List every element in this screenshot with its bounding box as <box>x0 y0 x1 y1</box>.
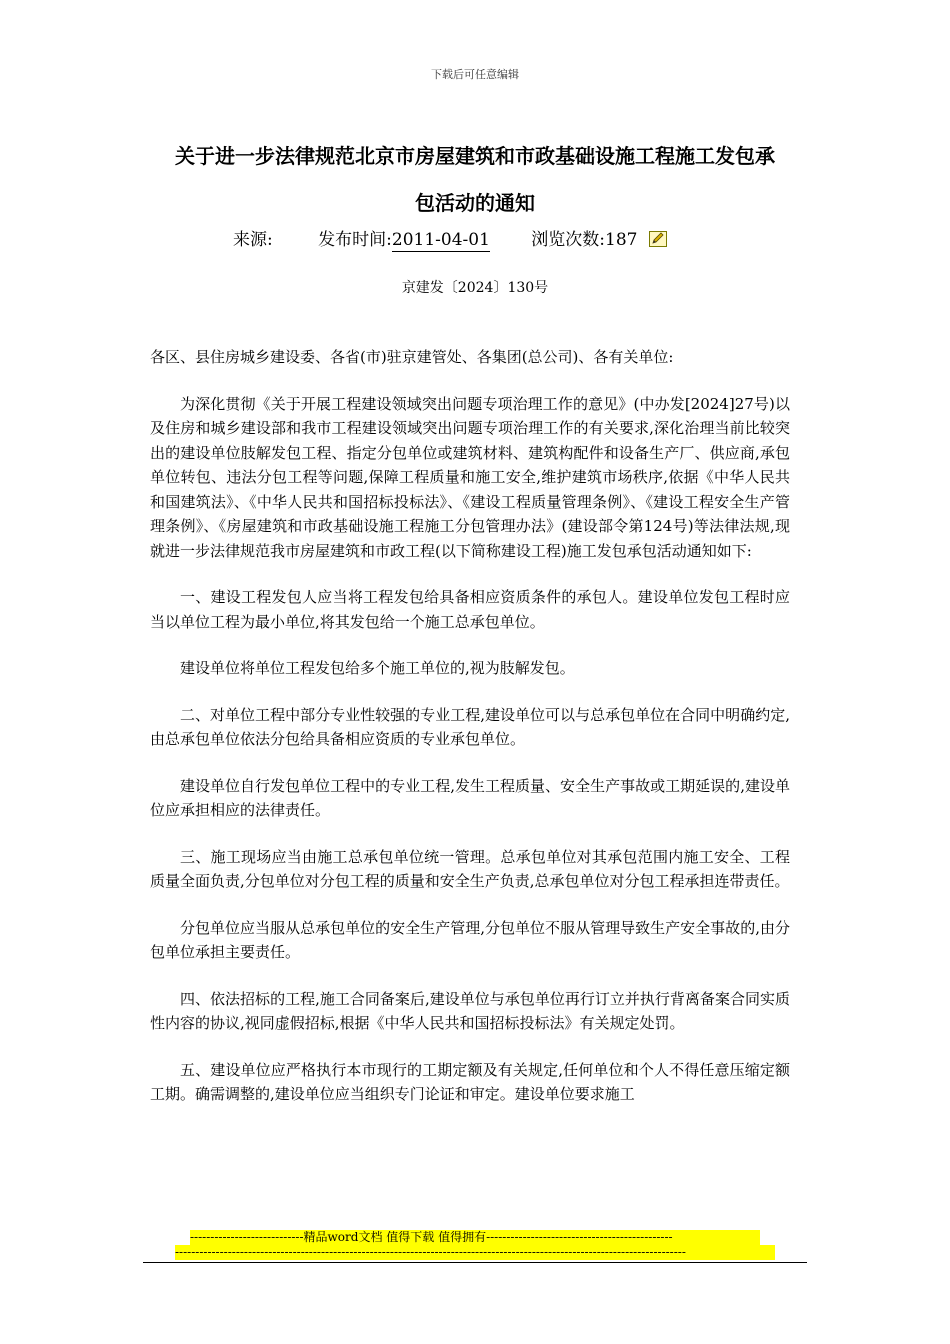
body-paragraph: 五、建设单位应严格执行本市现行的工期定额及有关规定,任何单位和个人不得任意压缩定额工期。确需调整的,建设单位应当组织专门论证和审定。建设单位要求施工 <box>150 1060 790 1103</box>
article-meta <box>233 225 667 252</box>
document-number: 京建发〔2024〕130号 <box>401 280 549 296</box>
source-label: 来源: <box>233 230 273 250</box>
body-paragraph: 二、对单位工程中部分专业性较强的专业工程,建设单位可以与总承包单位在合同中明确约定,由总承包单位依法分包给具备相应资质的专业承包单位。 <box>150 705 790 748</box>
views-label: 浏览次数: <box>531 230 606 250</box>
body-paragraph: 四、依法招标的工程,施工合同备案后,建设单位与承包单位再行订立并执行背离备案合同实质性内容的协议,视同虚假招标,根据《中华人民共和国招标投标法》有关规定处罚。 <box>150 989 790 1032</box>
document-body <box>150 345 790 1129</box>
footer-banner-line-1: ----------------------------精品word文档 值得下载 值得拥有---------------------------------------------- <box>190 1230 760 1245</box>
body-paragraph: 三、施工现场应当由施工总承包单位统一管理。总承包单位对其承包范围内施工安全、工程质量全面负责,分包单位对分包工程的质量和安全生产负责,总承包单位对分包工程承担连带责任。 <box>150 847 790 890</box>
views-count: 187 <box>605 230 638 250</box>
document-title-line-2: 包活动的通知 <box>415 191 535 215</box>
footer-divider <box>143 1262 807 1263</box>
body-paragraph: 建设单位将单位工程发包给多个施工单位的,视为肢解发包。 <box>180 659 575 677</box>
header-note: 下载后可任意编辑 <box>431 68 519 81</box>
addressee-paragraph: 各区、县住房城乡建设委、各省(市)驻京建管处、各集团(总公司)、各有关单位: <box>150 348 674 366</box>
publish-date: 2011-04-01 <box>391 230 490 250</box>
body-paragraph: 一、建设工程发包人应当将工程发包给具备相应资质条件的承包人。建设单位发包工程时应当以单位工程为最小单位,将其发包给一个施工总承包单位。 <box>150 588 790 631</box>
footer-banner-line-2: ------------------------------------------------------------------------------------------------------------------------------ <box>175 1245 775 1260</box>
date-label: 发布时间: <box>318 230 392 250</box>
body-paragraph: 分包单位应当服从总承包单位的安全生产管理,分包单位不服从管理导致生产安全事故的,由分包单位承担主要责任。 <box>150 918 790 961</box>
edit-icon[interactable] <box>649 231 667 247</box>
document-title-line-1: 关于进一步法律规范北京市房屋建筑和市政基础设施工程施工发包承 <box>175 144 775 168</box>
body-paragraph: 为深化贯彻《关于开展工程建设领域突出问题专项治理工作的意见》(中办发[2024]27号)以及住房和城乡建设部和我市工程建设领域突出问题专项治理工作的有关要求,深化治理当前比较突出的建设单位肢解发包工程、指定分包单位或建筑材料、建筑构配件和设备生产厂、供应商,承包单位转包、违法分包工程等问题,保障工程质量和施工安全,维护建筑市场秩序,依据《中华人民共和国建筑法》、《中华人民共和国招标投标法》、《建设工程质量管理条例》、《建设工程安全生产管理条例》、《房屋建筑和市政基础设施工程施工分包管理办法》(建设部令第124号)等法律法规,现就进一步法律规范我市房屋建筑和市政工程(以下简称建设工程)施工发包承包活动通知如下: <box>150 394 790 560</box>
body-paragraph: 建设单位自行发包单位工程中的专业工程,发生工程质量、安全生产事故或工期延误的,建设单位应承担相应的法律责任。 <box>150 776 790 819</box>
